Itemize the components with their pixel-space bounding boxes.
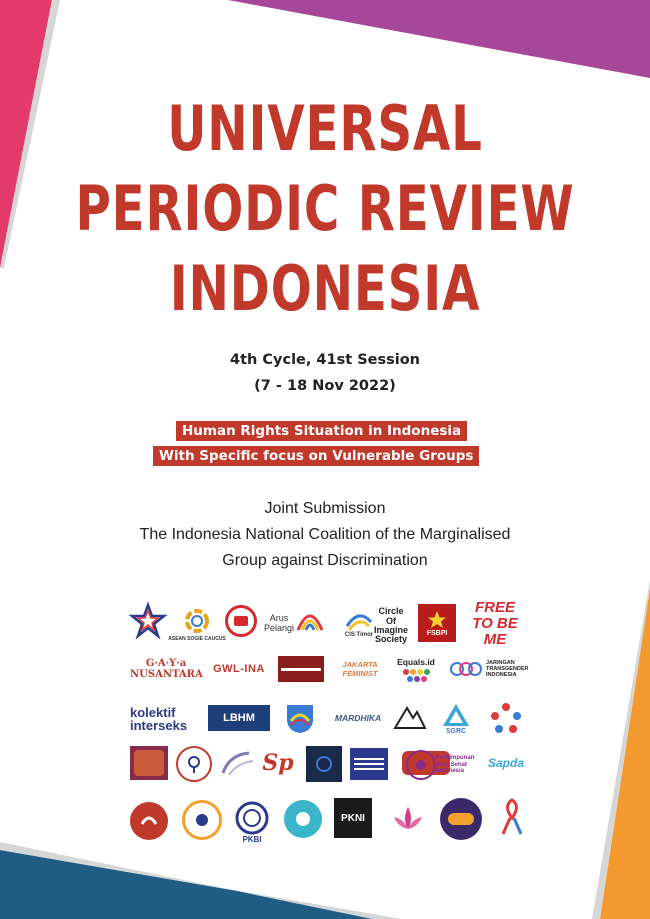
mountain-logo xyxy=(392,700,428,734)
perhimpunan-emblem xyxy=(406,750,436,780)
orange-ring-logo xyxy=(182,800,222,840)
top-right-purple-band xyxy=(228,0,650,78)
pkbi-logo xyxy=(232,798,272,846)
sapda-logo xyxy=(476,752,536,774)
star-organization-logo xyxy=(130,603,166,639)
cis-timor-text: CIS Timor xyxy=(344,632,374,638)
jaringan-transgender-emblem xyxy=(448,654,484,684)
circle-of-imagine-society-logo xyxy=(374,606,409,645)
painting-logo xyxy=(130,746,168,780)
sgrc-logo xyxy=(438,698,474,738)
kolektif-interseks-text: kolektif interseks xyxy=(130,705,188,733)
ribbon-logo xyxy=(494,796,530,838)
asean-sogie-text: ASEAN SOGIE CAUCUS xyxy=(168,636,226,642)
perhimpunan-text: Perhimpunan Jiwa Sehat Indonesia xyxy=(436,754,475,775)
coalition-name-line-1: The Indonesia National Coalition of the Marginalised xyxy=(139,526,511,543)
lotus-logo xyxy=(388,796,428,840)
title-line-3: INDONESIA xyxy=(169,252,481,325)
fsbpi-logo xyxy=(418,604,456,642)
sapda-text: Sapda xyxy=(487,756,524,770)
arus-pelangi-text: Arus Pelangi xyxy=(263,613,295,633)
gwl-ina-text: GWL-INA xyxy=(213,663,265,675)
joint-submission-label: Joint Submission xyxy=(264,500,386,517)
red-banner-logo xyxy=(278,656,324,682)
pkni-logo xyxy=(334,798,372,838)
lbhm-logo xyxy=(208,705,270,731)
teal-circle-logo xyxy=(284,800,322,838)
gaya-nusantara-logo xyxy=(130,656,202,682)
kolektif-interseks-logo xyxy=(130,703,200,735)
red-circle-logo xyxy=(130,802,168,840)
sp-logo: Sp xyxy=(262,750,294,776)
free-to-be-me-logo xyxy=(464,599,526,648)
jaringan-transgender-text: JARINGAN TRANSGENDER INDONESIA xyxy=(486,659,529,679)
equals-id-logo xyxy=(394,652,438,688)
session-cycle: 4th Cycle, 41st Session xyxy=(229,352,421,368)
asean-sogie-caucus-logo xyxy=(168,603,226,647)
circle-of-imagine-society-text: Circle Of Imagine Society xyxy=(374,606,409,645)
jakarta-feminist-logo xyxy=(332,658,388,682)
hand-logo xyxy=(218,748,258,780)
title-line-2: PERIODIC REVIEW xyxy=(75,172,575,245)
gaya-nusantara-text: G·A·Y·a NUSANTARA xyxy=(130,658,203,680)
sgrc-text: SGRC xyxy=(445,727,467,735)
banner-line-2: With Specific focus on Vulnerable Groups xyxy=(153,446,479,466)
mardhika-text: MARDHIKA xyxy=(334,713,382,723)
equals-id-text: Equals.id xyxy=(397,657,435,667)
session-dates: (7 - 18 Nov 2022) xyxy=(254,378,396,394)
banner-line-1: Human Rights Situation in Indonesia xyxy=(176,421,467,441)
title-line-1: UNIVERSAL xyxy=(167,92,483,165)
placeholder-spacer xyxy=(348,748,398,780)
red-c-logo xyxy=(225,605,257,637)
fsbpi-text: FSBPI xyxy=(426,629,448,637)
jakarta-feminist-text: JAKARTA FEMINIST xyxy=(342,660,378,678)
gender-symbol-logo xyxy=(176,746,212,782)
cis-timor-logo xyxy=(340,605,378,641)
gwl-ina-logo xyxy=(208,660,270,678)
purple-circle-logo xyxy=(440,798,482,840)
dark-emblem-logo xyxy=(306,746,342,782)
jaringan-transgender-logo xyxy=(486,656,532,682)
free-to-be-me-text: FREE TO BE ME xyxy=(472,599,518,648)
coalition-name-line-2: Group against Discrimination xyxy=(222,552,428,569)
mardhika-logo xyxy=(332,706,384,730)
pkbi-text: PKBI xyxy=(242,834,262,844)
arus-pelangi-logo xyxy=(262,606,326,642)
people-circle-logo xyxy=(488,700,524,736)
pkni-text: PKNI xyxy=(341,812,365,824)
lbhm-text: LBHM xyxy=(223,712,255,724)
rainbow-shield-logo xyxy=(282,700,318,736)
